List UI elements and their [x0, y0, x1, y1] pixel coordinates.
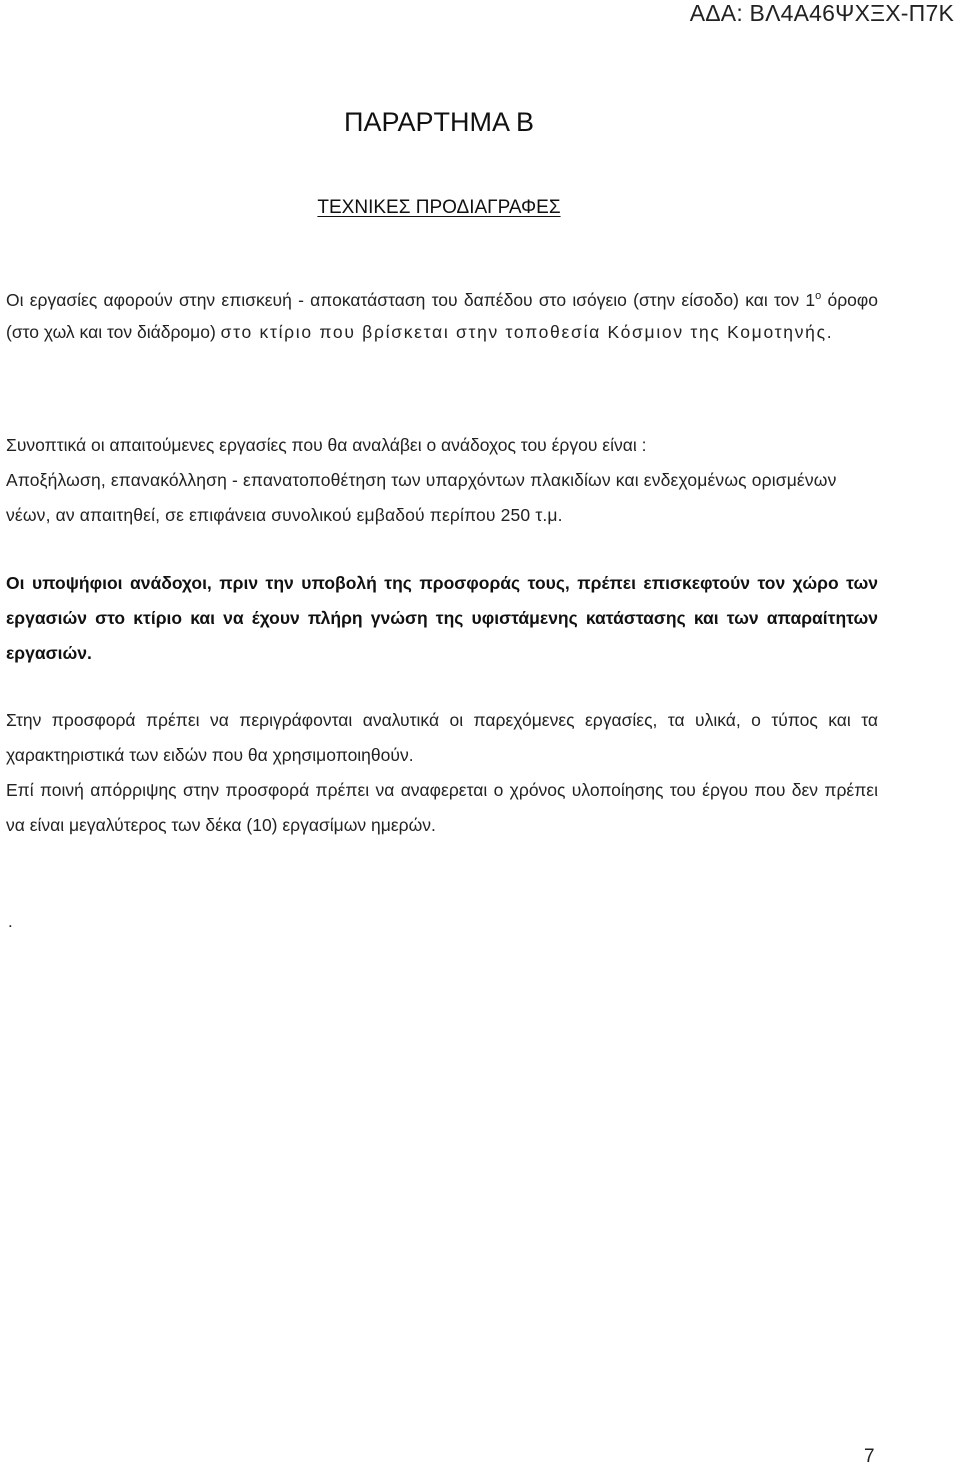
floor-ordinal-superscript: ο [815, 290, 822, 303]
penalty-paragraph: Επί ποινή απόρριψης στην προσφορά πρέπει να αναφερεται ο χρόνος υλοποίησης του έργου που δεν πρέπει να είναι μεγαλύτερος των δέκα (10) εργασίμων ημερών. [6, 780, 878, 835]
offer-description-paragraph: Στην προσφορά πρέπει να περιγράφονται αναλυτικά οι παρεχόμενες εργασίες, τα υλικά, ο τύπος και τα χαρακτηριστικά των ειδών που θα χρησιμοποιηθούν. [6, 710, 878, 765]
intro-paragraph [6, 284, 878, 348]
summary-paragraph [6, 428, 878, 533]
technical-specifications-title: ΤΕΧΝΙΚΕΣ ΠΡΟΔΙΑΓΡΑΦΕΣ [317, 197, 561, 218]
intro-location-text: στο κτίριο που βρίσκεται στην τοποθεσία Κόσμιον της Κομοτηνής. [220, 322, 834, 342]
ada-document-code: ΑΔΑ: ΒΛ4Α46ΨΧΞΧ-Π7Κ [689, 0, 954, 26]
page-number: 7 [864, 1446, 875, 1467]
intro-text-part1: Οι εργασίες αφορούν στην επισκευή - αποκατάσταση του δαπέδου στο ισόγειο (στην είσοδο) και τον 1 [6, 290, 816, 310]
summary-line-works: Αποξήλωση, επανακόλληση - επανατοποθέτηση των υπαρχόντων πλακιδίων και ενδεχομένως ορισμένων νέων, αν απαιτηθεί, σε επιφάνεια συνολικού εμβαδού περίπου 250 τ.μ. [6, 470, 837, 525]
annex-title: ΠΑΡΑΡΤΗΜΑ Β [343, 107, 535, 137]
site-visit-paragraph: Οι υποψήφιοι ανάδοχοι, πριν την υποβολή της προσφοράς τους, πρέπει επισκεφτούν τον χώρο των εργασιών στο κτίριο και να έχουν πλήρη γνώση της υφιστάμενης κατάστασης και των απαραίτητων εργασιών. [6, 573, 878, 663]
intro-text-part2: όροφο (στο χωλ και τον διάδρομο) [6, 290, 878, 342]
stray-dot: . [8, 912, 13, 931]
summary-line-intro: Συνοπτικά οι απαιτούμενες εργασίες που θα αναλάβει ο ανάδοχος του έργου είναι : [6, 435, 647, 455]
